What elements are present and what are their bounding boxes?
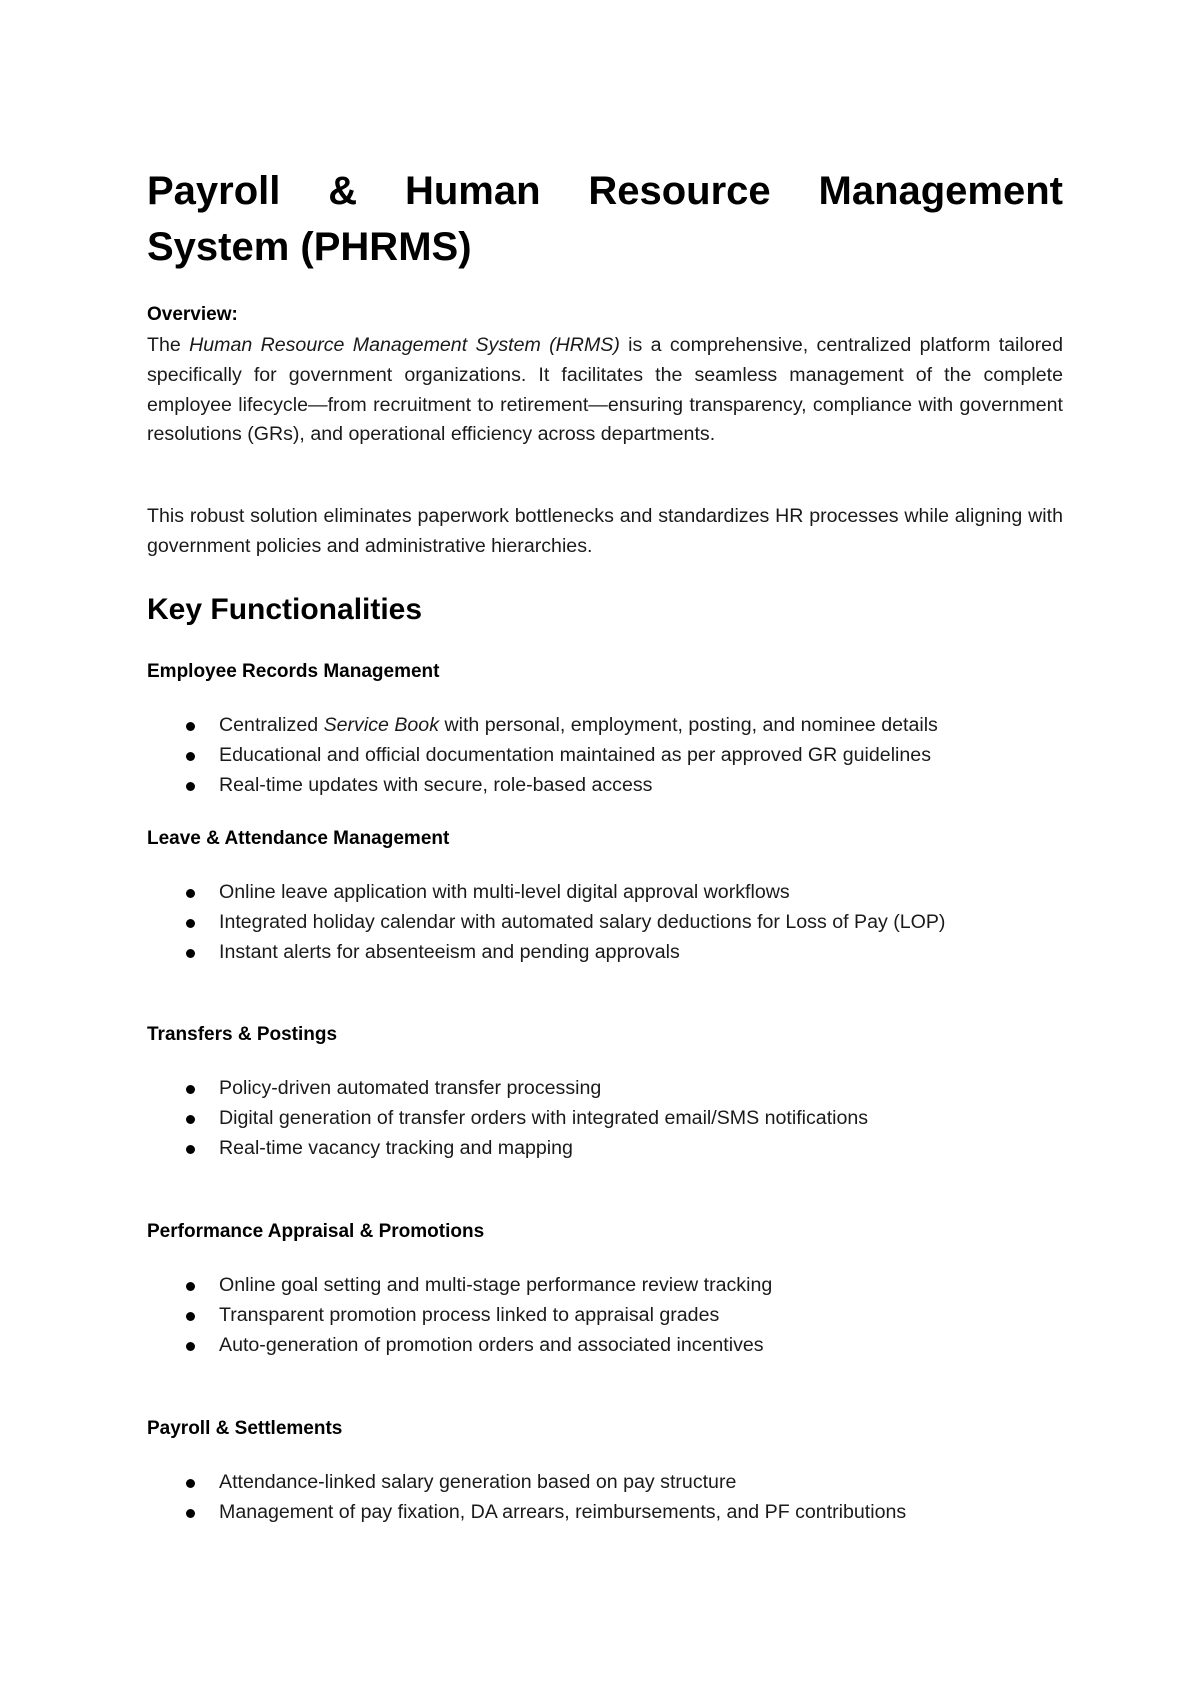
bullet-icon — [186, 1479, 195, 1488]
group-title: Payroll & Settlements — [147, 1418, 343, 1439]
functionality-group-payroll-settlements — [147, 1417, 1063, 1523]
list-item — [147, 711, 1063, 741]
bullet-list — [147, 1468, 1063, 1528]
bullet-icon — [186, 1509, 195, 1518]
bullet-icon — [186, 722, 195, 731]
overview-paragraph-2: This robust solution eliminates paperwork bottlenecks and standardizes HR processes while aligning with government policies and administrative hierarchies. — [147, 505, 1063, 557]
group-title: Leave & Attendance Management — [147, 828, 450, 849]
list-item — [147, 1104, 1063, 1134]
document-title: Payroll & Human Resource Management System (PHRMS) — [147, 169, 1063, 269]
group-title: Transfers & Postings — [147, 1024, 338, 1045]
bullet-list — [147, 711, 1063, 800]
group-title: Performance Appraisal & Promotions — [147, 1221, 485, 1242]
list-item — [147, 938, 1063, 968]
bullet-icon — [186, 752, 195, 761]
overview-label: Overview: — [147, 304, 238, 325]
overview-p1-lead: The — [147, 334, 190, 356]
functionality-group-performance-promotions — [147, 1220, 1063, 1356]
item-lead: Digital generation of transfer orders with integrated email/SMS notifications — [219, 1106, 869, 1129]
list-item — [147, 741, 1063, 771]
group-title: Employee Records Management — [147, 661, 440, 682]
list-item — [147, 1331, 1063, 1361]
item-lead: Online leave application with multi-level digital approval workflows — [219, 881, 790, 903]
functionality-group-employee-records — [147, 660, 1063, 796]
list-item — [147, 771, 1063, 801]
bullet-icon — [186, 1115, 195, 1124]
item-lead: Online goal setting and multi-stage performance review tracking — [219, 1274, 773, 1296]
list-item — [147, 1498, 1063, 1528]
bullet-list — [147, 878, 1063, 967]
item-lead: Integrated holiday calendar with automated salary deductions for Loss of Pay (LOP) — [219, 910, 946, 933]
list-item — [147, 1074, 1063, 1104]
item-lead: Policy-driven automated transfer processing — [219, 1077, 602, 1099]
overview-p1-rest: is a comprehensive, centralized platform tailored specifically for government organizations. It facilitates the seamless management of the complete employee lifecycle—from recruitment to retirement—ensuring transparency, compliance with government resolutions (GRs), and operational efficiency across departments. — [147, 334, 1063, 446]
functionality-group-transfers-postings — [147, 1023, 1063, 1159]
item-lead: Real-time vacancy tracking and mapping — [219, 1136, 573, 1159]
list-item — [147, 1134, 1063, 1164]
list-item — [147, 1468, 1063, 1498]
bullet-icon — [186, 1085, 195, 1094]
item-lead: Real-time updates with secure, role-based access — [219, 773, 653, 796]
bullet-icon — [186, 1282, 195, 1291]
bullet-icon — [186, 889, 195, 898]
bullet-list — [147, 1271, 1063, 1360]
bullet-list — [147, 1074, 1063, 1163]
list-item — [147, 1301, 1063, 1331]
item-lead: Attendance-linked salary generation based on pay structure — [219, 1471, 737, 1493]
item-lead: Instant alerts for absenteeism and pending approvals — [219, 940, 680, 963]
key-functionalities-heading: Key Functionalities — [147, 593, 423, 626]
item-rest: with personal, employment, posting, and nominee details — [439, 714, 938, 736]
list-item — [147, 908, 1063, 938]
bullet-icon — [186, 782, 195, 791]
item-lead: Management of pay fixation, DA arrears, reimbursements, and PF contributions — [219, 1500, 907, 1523]
overview-p1-italic: Human Resource Management System (HRMS) — [189, 334, 620, 356]
bullet-icon — [186, 1342, 195, 1351]
list-item — [147, 878, 1063, 908]
item-lead: Centralized — [219, 714, 324, 736]
item-italic: Service Book — [323, 714, 440, 736]
bullet-icon — [186, 949, 195, 958]
bullet-icon — [186, 919, 195, 928]
overview-paragraph-1 — [147, 331, 1063, 450]
item-lead: Educational and official documentation maintained as per approved GR guidelines — [219, 743, 932, 766]
list-item — [147, 1271, 1063, 1301]
item-lead: Auto-generation of promotion orders and associated incentives — [219, 1333, 764, 1356]
functionality-group-leave-attendance — [147, 827, 1063, 963]
bullet-icon — [186, 1312, 195, 1321]
bullet-icon — [186, 1145, 195, 1154]
item-lead: Transparent promotion process linked to appraisal grades — [219, 1303, 720, 1326]
